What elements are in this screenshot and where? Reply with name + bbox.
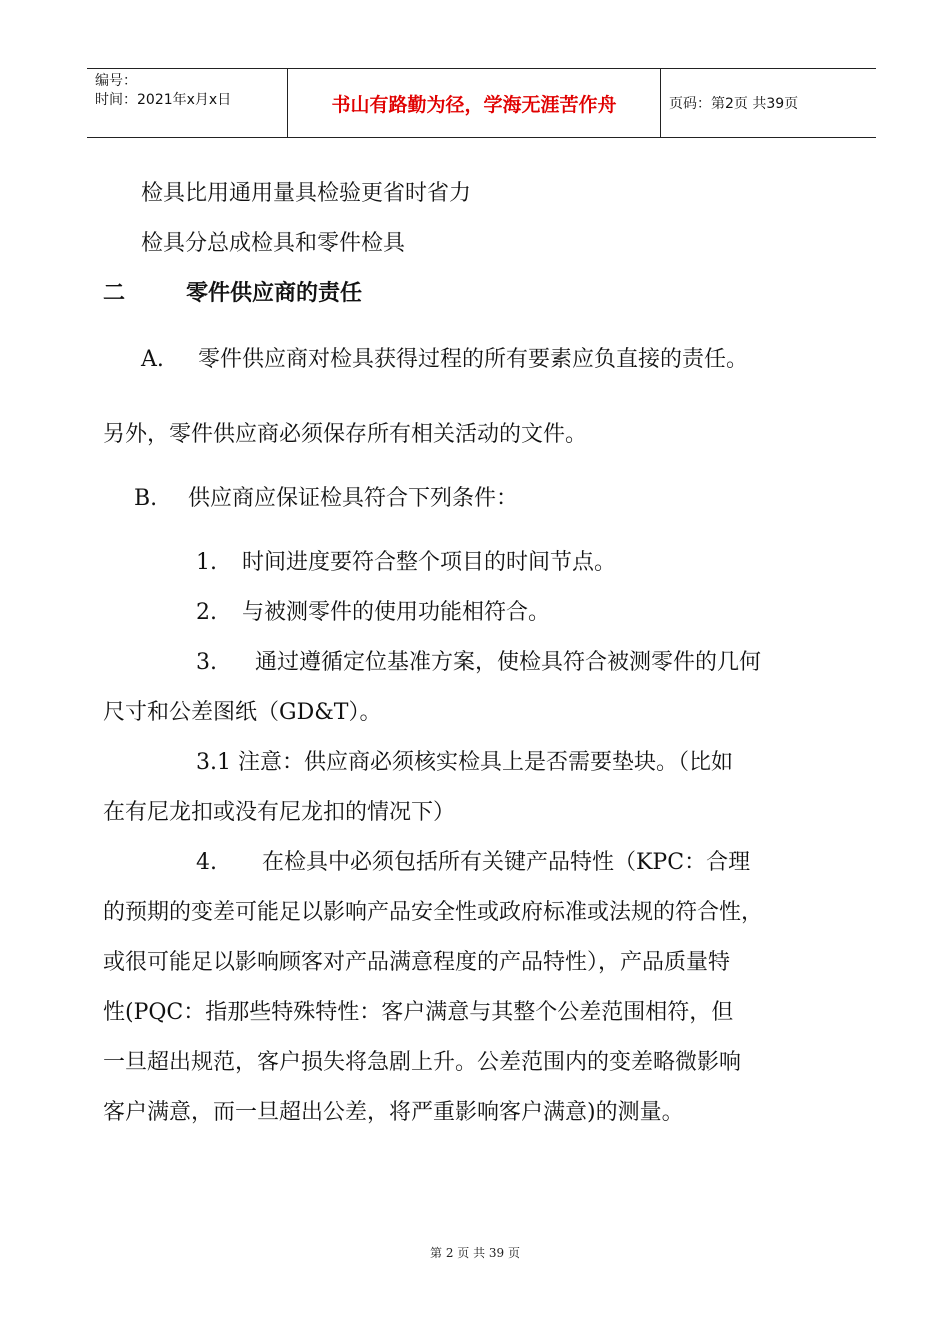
section-title: 零件供应商的责任 — [186, 281, 363, 306]
condition-3-continuation: 尺寸和公差图纸（GD&T）。 — [103, 700, 382, 725]
header-meta-cell — [87, 69, 288, 137]
body-line-1: 检具比用通用量具检验更省时省力 — [141, 181, 472, 206]
condition-4-line-6: 客户满意，而一旦超出公差，将严重影响客户满意)的测量。 — [103, 1100, 684, 1125]
item-b-label: B. — [134, 486, 158, 511]
body-line-2: 检具分总成检具和零件检具 — [141, 231, 406, 256]
section-number: 二 — [103, 281, 126, 306]
page-footer: 第 2 页 共 39 页 — [430, 1246, 520, 1260]
condition-3-number: 3. — [196, 650, 217, 675]
condition-4-number: 4. — [196, 850, 217, 875]
condition-4-line-4: 性(PQC：指那些特殊特性：客户满意与其整个公差范围相符，但 — [103, 1000, 734, 1025]
condition-2-number: 2. — [196, 600, 217, 625]
condition-4-line-2: 的预期的变差可能足以影响产品安全性或政府标准或法规的符合性， — [103, 900, 764, 925]
condition-1-text: 时间进度要符合整个项目的时间节点。 — [242, 550, 617, 575]
condition-2-text: 与被测零件的使用功能相符合。 — [242, 600, 551, 625]
condition-4-line-3: 或很可能足以影响顾客对产品满意程度的产品特性），产品质量特 — [103, 950, 731, 975]
condition-4-line-5: 一旦超出规范，客户损失将急剧上升。公差范围内的变差略微影响 — [103, 1050, 742, 1075]
item-a-label: A. — [141, 347, 164, 372]
note-3-1-text: 3.1 注意：供应商必须核实检具上是否需要垫块。（比如 — [196, 750, 733, 775]
item-a-continuation: 另外，零件供应商必须保存所有相关活动的文件。 — [103, 422, 588, 447]
page-header — [87, 68, 876, 138]
header-number-label: 编号： — [95, 73, 137, 89]
header-motto: 书山有路勤为径，学海无涯苦作舟 — [288, 69, 661, 137]
condition-1-number: 1. — [196, 550, 217, 575]
item-b-text: 供应商应保证检具符合下列条件： — [188, 486, 519, 511]
item-a-text: 零件供应商对检具获得过程的所有要素应负直接的责任。 — [198, 347, 749, 372]
header-time-label: 时间：2021年x月x日 — [95, 92, 232, 108]
condition-3-text: 通过遵循定位基准方案，使检具符合被测零件的几何 — [255, 650, 762, 675]
condition-4-text: 在检具中必须包括所有关键产品特性（KPC：合理 — [262, 850, 751, 875]
note-3-1-continuation: 在有尼龙扣或没有尼龙扣的情况下） — [103, 800, 456, 825]
header-page-info: 页码：第2页 共39页 — [669, 96, 799, 112]
